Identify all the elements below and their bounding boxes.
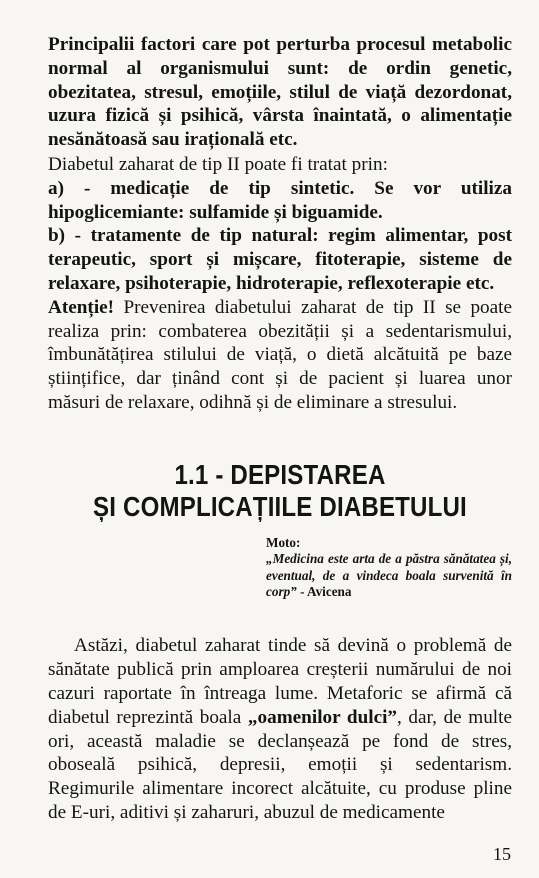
intro-paragraph: Principalii factori care pot perturba procesul metabolic normal al organismului sunt: de ordin genetic, obezitatea, stresul, emoțiile, stilul de viață dezordonat, uzura fizică și psihică, vârsta înaintată, o alimentație nesănătoasă sau irațională etc. xyxy=(48,34,512,151)
moto-label: Moto: xyxy=(266,534,301,550)
attention-text: Prevenirea diabetului zaharat de tip II se poate realiza prin: combaterea obezității și a sedentarismului, îmbunătățirea stilului de viață, o dietă alcătuită pe baze științifice, dar ținând cont și de pacient și luarea unor măsuri de relaxare, odihnă și de eliminare a stresului. xyxy=(48,296,512,413)
moto-author: - Avicena xyxy=(296,583,352,599)
treatment-item-b: b) - tratamente de tip natural: regim alimentar, post terapeutic, sport și mișcare, fitoterapie, sisteme de relaxare, psihoterapie, hidroterapie, reflexoterapie etc. xyxy=(48,225,512,294)
attention-label: Atenție! xyxy=(48,296,115,318)
final-text-2: , dar, de multe ori, această maladie se declanșează pe fond de stres, oboseală psihică, depresii, emoții și sedentarism. Regimurile alimentare incorect alcătuite, cu produse pline de E-uri, aditivi și zaharuri, abuzul de medicamente xyxy=(48,706,512,823)
final-bold: „oamenilor dulci” xyxy=(247,706,398,728)
moto-quote xyxy=(266,551,512,600)
moto-block xyxy=(266,535,512,601)
final-paragraph xyxy=(48,634,512,824)
section-heading xyxy=(80,459,479,523)
attention-paragraph xyxy=(48,296,512,415)
final-text-1: Astăzi, diabetul zaharat tinde să devină o problemă de sănătate publică prin amploarea creșterii numărului de noi cazuri raportate în întreaga lume. Metaforic se afirmă că diabetul reprezintă boala xyxy=(48,635,512,728)
heading-line-1: 1.1 - DEPISTAREA xyxy=(174,458,386,490)
page-number: 15 xyxy=(493,844,511,864)
heading-line-2: ȘI COMPLICAȚIILE DIABETULUI xyxy=(93,490,467,522)
page-content xyxy=(48,33,512,825)
treatment-intro: Diabetul zaharat de tip II poate fi tratat prin: xyxy=(48,153,388,175)
treatment-item-a: a) - medicație de tip sintetic. Se vor utiliza hipoglicemiante: sulfamide și biguamide. xyxy=(48,177,512,223)
moto-quote-text: „Medicina este arta de a păstra sănătatea și, eventual, de a vindeca boala survenită în corp” xyxy=(266,551,512,599)
